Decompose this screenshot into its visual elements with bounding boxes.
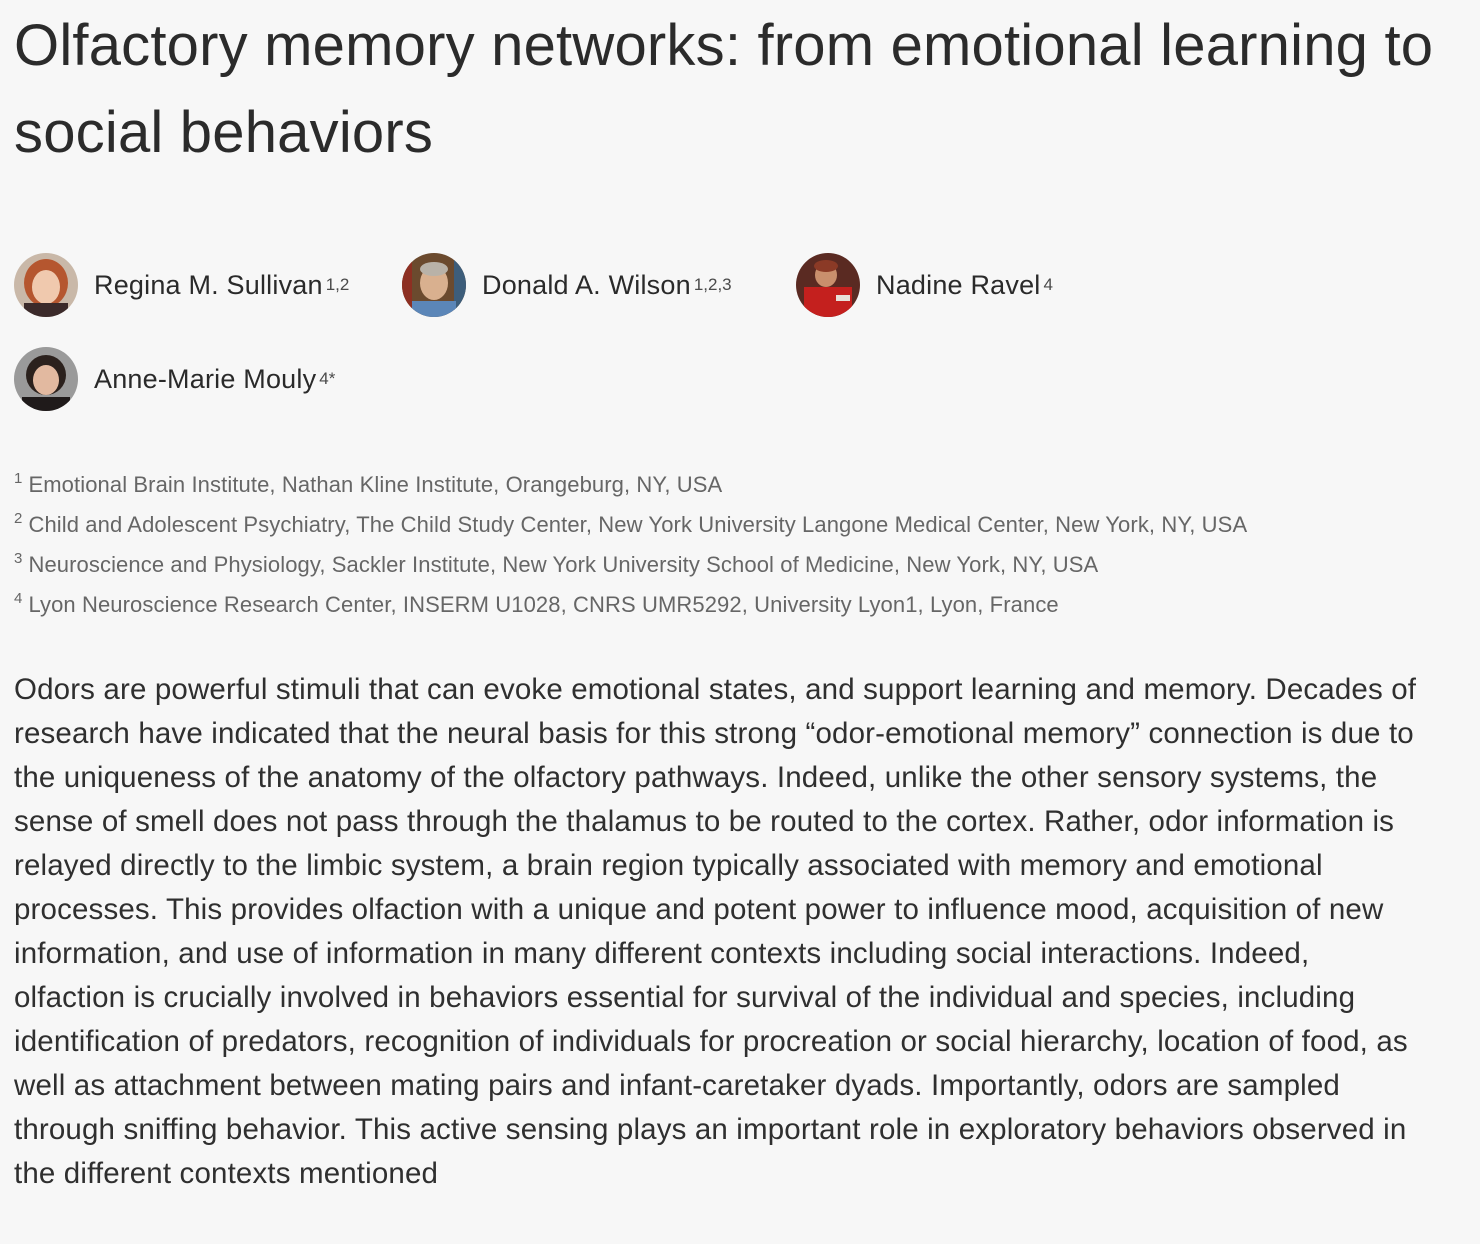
author-avatar[interactable] (402, 253, 466, 317)
affiliation-item (14, 582, 1247, 622)
affiliation-item (14, 542, 1247, 582)
avatar-photo-icon (796, 253, 860, 317)
affiliation-list (14, 462, 1247, 622)
affiliation-text: Child and Adolescent Psychiatry, The Child Study Center, New York University Langone Medical Center, New York, NY, USA (28, 512, 1248, 537)
author-donald-wilson[interactable] (402, 252, 732, 318)
author-anne-marie-mouly[interactable] (14, 346, 335, 412)
affiliation-item (14, 462, 1247, 502)
affiliation-number: 1 (14, 470, 23, 487)
affiliation-number: 3 (14, 550, 23, 567)
affiliation-text: Emotional Brain Institute, Nathan Kline Institute, Orangeburg, NY, USA (28, 472, 723, 497)
author-regina-sullivan[interactable] (14, 252, 349, 318)
author-affiliation-sup: 1,2 (325, 275, 350, 294)
author-avatar[interactable] (796, 253, 860, 317)
author-avatar[interactable] (14, 347, 78, 411)
author-nadine-ravel[interactable] (796, 252, 1053, 318)
author-affiliation-sup: 4 (1043, 275, 1053, 294)
author-name: Regina M. Sullivan (94, 269, 323, 300)
author-affiliation-sup: 1,2,3 (693, 275, 732, 294)
author-avatar[interactable] (14, 253, 78, 317)
avatar-photo-icon (14, 347, 78, 411)
affiliation-number: 2 (14, 510, 23, 527)
abstract-text: Odors are powerful stimuli that can evoke emotional states, and support learning and memory. Decades of research have indicated that the neural basis for this strong “odor-emotional memory” connection is due to the uniqueness of the anatomy of the olfactory pathways. Indeed, unlike the other sensory systems, the sense of smell does not pass through the thalamus to be routed to the cortex. Rather, odor information is relayed directly to the limbic system, a brain region typically associated with memory and emotional processes. This provides olfaction with a unique and potent power to influence mood, acquisition of new information, and use of information in many different contexts including social interactions. Indeed, olfaction is crucially involved in behaviors essential for survival of the individual and species, including identification of predators, recognition of individuals for procreation or social hierarchy, location of food, as well as attachment between mating pairs and infant-caretaker dyads. Importantly, odors are sampled through sniffing behavior. This active sensing plays an important role in exploratory behaviors observed in the different contexts mentioned (14, 673, 1417, 1190)
author-name: Nadine Ravel (876, 269, 1041, 300)
avatar-photo-icon (14, 253, 78, 317)
author-name: Donald A. Wilson (482, 269, 691, 300)
affiliation-text: Lyon Neuroscience Research Center, INSERM U1028, CNRS UMR5292, University Lyon1, Lyon, France (28, 592, 1059, 617)
avatar-photo-icon (402, 253, 466, 317)
affiliation-item (14, 502, 1247, 542)
author-name: Anne-Marie Mouly (94, 363, 317, 394)
affiliation-text: Neuroscience and Physiology, Sackler Institute, New York University School of Medicine, New York, NY, USA (28, 552, 1099, 577)
author-affiliation-sup: 4* (319, 369, 336, 388)
affiliation-number: 4 (14, 590, 23, 607)
article-title: Olfactory memory networks: from emotional learning to social behaviors (14, 13, 1434, 165)
